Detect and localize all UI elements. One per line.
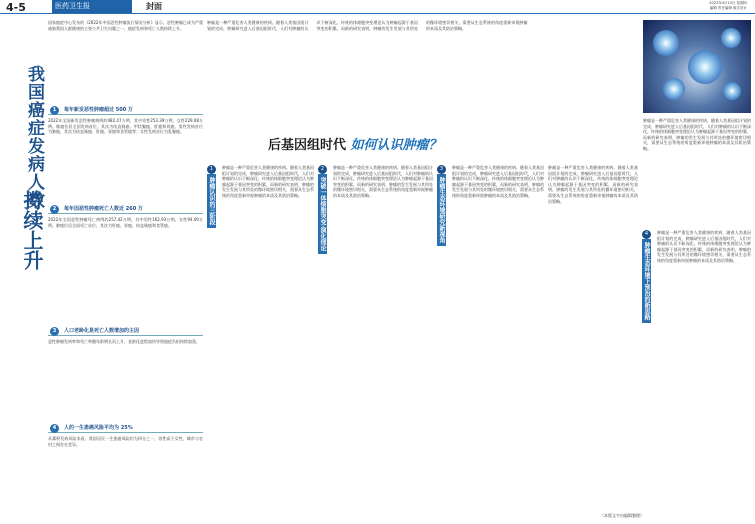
box-number: 1: [207, 165, 216, 174]
cover-intro: 国家癌症中心发布的《2022年中国恶性肿瘤流行情况分析》显示，恶性肿瘤已成为严重威胁我国人群健康的主要公共卫生问题之一，癌症发病和死亡人数持续上升。: [48, 20, 203, 31]
feature-column-4: 肿瘤是一种严重危害人类健康的疾病。随着人类基因组计划的完成，肿瘤研究进入后基因组时代，人们对肿瘤的认识不断深化。传统的体细胞突变理论认为肿瘤起源于基因突变的积累，而新的研究表明，肿瘤的发生发展与其所处的微环境密切相关，需要从生态系统的角度重新审视肿瘤的本质及其防治策略。: [548, 165, 638, 204]
header-editors: 编辑 责任编辑 版式设计: [709, 5, 747, 10]
box-label: 突破一体细胞突变·演化理论: [318, 174, 327, 254]
section-body: 恶性肿瘤发病率和死亡率随年龄增长而上升，老龄化进程加快导致癌症负担持续加重。: [48, 339, 200, 344]
cover-title: 我国癌症发病人数: [24, 65, 44, 209]
feature-title-question: 如何认识肿瘤？: [350, 138, 442, 153]
box-label: 肿瘤认识的三阶段: [207, 174, 216, 228]
feature-title-prefix: 后基因组时代: [268, 138, 347, 153]
section-heading: 3 人口老龄化是死亡人数增加的主因: [48, 327, 203, 336]
feature-column-3: 肿瘤是一种严重危害人类健康的疾病。随着人类基因组计划的完成，肿瘤研究进入后基因组时代，人们对肿瘤的认识不断深化。传统的体细胞突变理论认为肿瘤起源于基因突变的积累，而新的研究表明，肿瘤的发生发展与其所处的微环境密切相关，需要从生态系统的角度重新审视肿瘤的本质及其防治策略。: [452, 165, 544, 198]
header-date: 2023年4月13日 星期四: [709, 1, 747, 5]
box-label: 肿瘤生态环境研究新视角: [437, 174, 446, 246]
box-number: 4: [642, 230, 651, 239]
feature-title: [268, 134, 442, 153]
feature-column-5b: 肿瘤是一种严重危害人类健康的疾病。随着人类基因组计划的完成，肿瘤研究进入后基因组时代，人们对肿瘤的认识不断深化。传统的体细胞突变理论认为肿瘤起源于基因突变的积累，而新的研究表明，肿瘤的发生发展与其所处的微环境密切相关，需要从生态系统的角度重新审视肿瘤的本质及其防治策略。: [657, 230, 751, 263]
feature-column-5a: 肿瘤是一种严重危害人类健康的疾病。随着人类基因组计划的完成，肿瘤研究进入后基因组时代，人们对肿瘤的认识不断深化。传统的体细胞突变理论认为肿瘤起源于基因突变的积累，而新的研究表明，肿瘤的发生发展与其所处的微环境密切相关，需要从生态系统的角度重新审视肿瘤的本质及其防治策略。: [643, 118, 751, 151]
feature-box-2: [318, 165, 330, 254]
section-heading: 2 每年因恶性肿瘤死亡人数近 260 万: [48, 205, 203, 214]
feature-column-1: 肿瘤是一种严重危害人类健康的疾病。随着人类基因组计划的完成，肿瘤研究进入后基因组时代，人们对肿瘤的认识不断深化。传统的体细胞突变理论认为肿瘤起源于基因突变的积累，而新的研究表明，肿瘤的发生发展与其所处的微环境密切相关，需要从生态系统的角度重新审视肿瘤的本质及其防治策略。: [222, 165, 314, 198]
left-section-3: [48, 327, 203, 429]
header-meta: [709, 1, 747, 10]
feature-box-4: [642, 230, 654, 323]
feature-column-2: 肿瘤是一种严重危害人类健康的疾病。随着人类基因组计划的完成，肿瘤研究进入后基因组时代，人们对肿瘤的认识不断深化。传统的体细胞突变理论认为肿瘤起源于基因突变的积累，而新的研究表明，肿瘤的发生发展与其所处的微环境密切相关，需要从生态系统的角度重新审视肿瘤的本质及其防治策略。: [333, 165, 433, 198]
left-section-4: [48, 424, 203, 516]
section-body: 2022年全国新发恶性肿瘤病例约482.47万例，其中男性253.39万例，女性229.08万例。肺癌位居全国发病首位，其次为结直肠癌、甲状腺癌、肝癌和胃癌。男性发病首位为肺癌，其次为结直肠癌、肝癌、胃癌和食管癌等；女性发病首位为乳腺癌。: [48, 118, 203, 135]
section-body: 从累积发病风险来看，我国居民一生患癌风险约为四分之一，男性高于女性，城市与农村之间存在差异。: [48, 436, 203, 447]
section-heading: 1 每年新发恶性肿瘤超过 500 万: [48, 106, 203, 115]
cancer-cell-image: [643, 20, 751, 113]
box-number: 3: [437, 165, 446, 174]
left-section-1: [48, 106, 203, 210]
section-label: 封面: [146, 2, 162, 11]
box-number: 2: [318, 165, 327, 174]
top-text-band: 肿瘤是一种严重危害人类健康的疾病。随着人类基因组计划的完成，肿瘤研究进入后基因组时代，人们对肿瘤的认识不断深化。传统的体细胞突变理论认为肿瘤起源于基因突变的积累，而新的研究表明，肿瘤的发生发展与其所处的微环境密切相关，需要从生态系统的角度重新审视肿瘤的本质及其防治策略。: [207, 20, 528, 31]
feature-box-1: [207, 165, 219, 228]
masthead: 医药卫生报: [52, 0, 132, 13]
cover-title-emphasis: 持续上升: [20, 190, 44, 270]
page-number: 4-5: [6, 1, 26, 14]
section-heading: 4 人的一生患癌风险平均为 25%: [48, 424, 203, 433]
left-section-2: [48, 205, 203, 332]
feature-box-3: [437, 165, 449, 246]
footer-note: （本版文字由编辑整理）: [600, 513, 644, 518]
page-header: [0, 0, 755, 14]
section-body: 2022年全国恶性肿瘤死亡病例约257.42万例，其中男性162.93万例，女性94.49万例。肺癌位居全国死亡首位，其次为肝癌、胃癌、结直肠癌和食管癌。: [48, 217, 203, 228]
box-label: 肿瘤生态环境下预治的新思路: [642, 239, 651, 323]
